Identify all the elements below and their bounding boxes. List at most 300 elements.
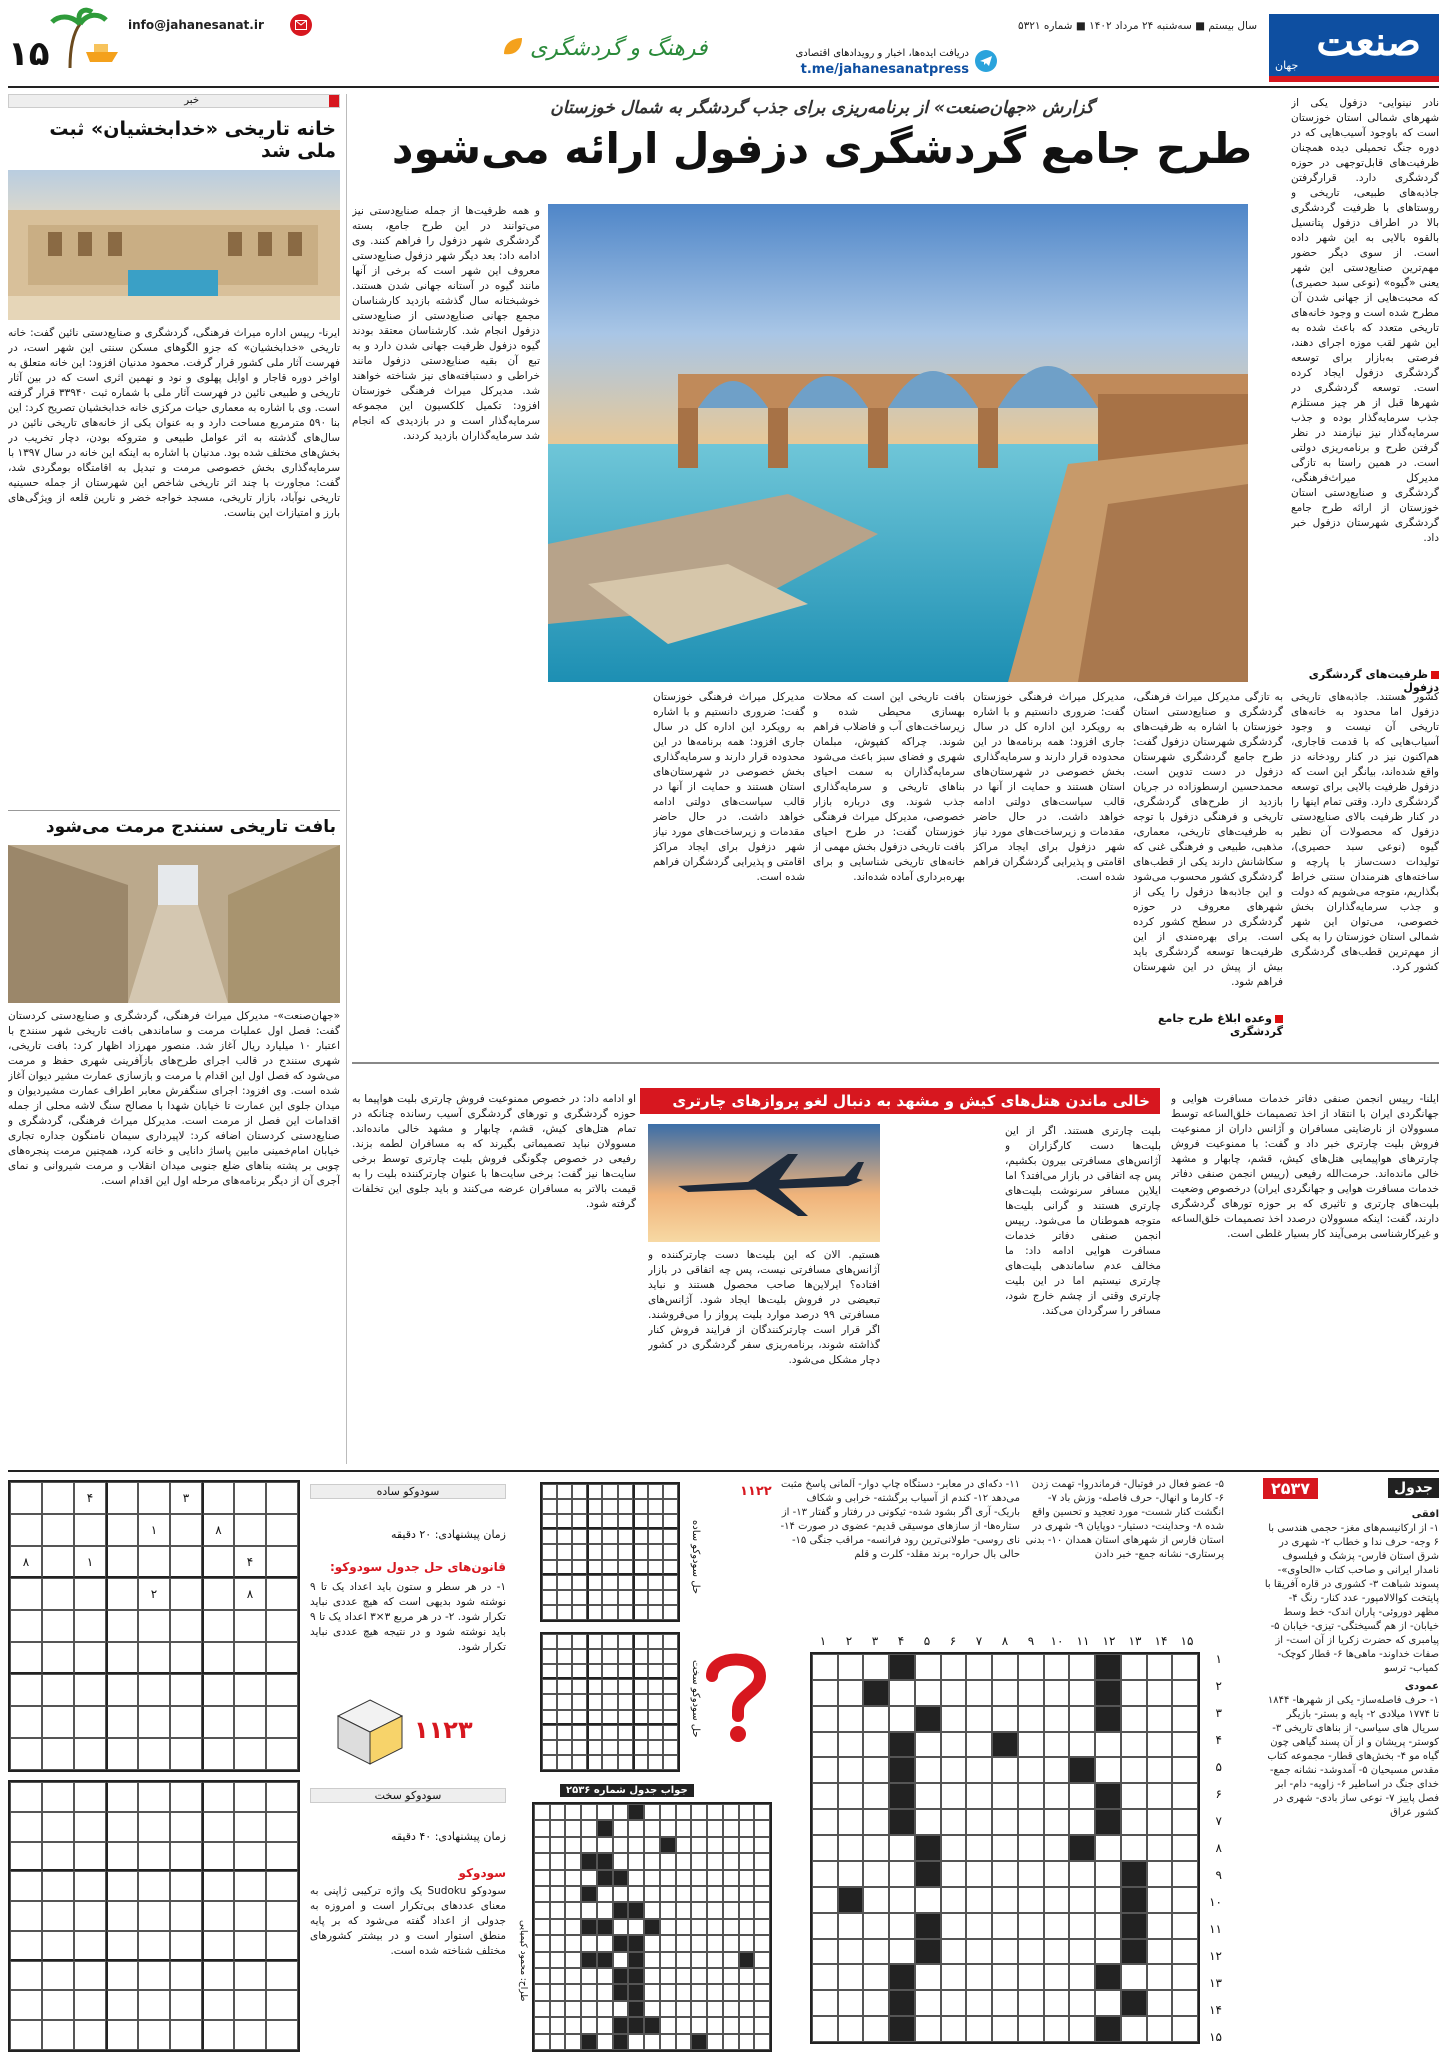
sudoku-cell[interactable] bbox=[42, 1578, 74, 1610]
crossword-cell[interactable] bbox=[1069, 1654, 1095, 1680]
sudoku-cell[interactable] bbox=[170, 1546, 202, 1578]
sudoku-cell[interactable] bbox=[234, 2020, 266, 2050]
crossword-cell[interactable] bbox=[915, 1783, 941, 1809]
sudoku-cell[interactable] bbox=[170, 1961, 202, 1991]
crossword-cell[interactable] bbox=[1018, 1887, 1044, 1913]
sudoku-cell[interactable] bbox=[42, 1812, 74, 1842]
sudoku-cell[interactable] bbox=[138, 1871, 170, 1901]
crossword-cell[interactable] bbox=[863, 1706, 889, 1732]
crossword-cell[interactable] bbox=[812, 1913, 838, 1939]
sudoku-cell[interactable] bbox=[74, 2020, 106, 2050]
sudoku-cell[interactable] bbox=[10, 1642, 42, 1674]
sudoku-cell[interactable] bbox=[42, 1782, 74, 1812]
crossword-cell[interactable] bbox=[1172, 1835, 1198, 1861]
crossword-cell[interactable] bbox=[812, 1939, 838, 1965]
crossword-cell[interactable] bbox=[941, 1654, 967, 1680]
sudoku-cell[interactable] bbox=[202, 1610, 234, 1642]
crossword-cell[interactable] bbox=[1044, 1809, 1070, 1835]
sudoku-cell[interactable] bbox=[202, 1901, 234, 1931]
crossword-cell[interactable] bbox=[941, 1939, 967, 1965]
sudoku-cell[interactable] bbox=[74, 1610, 106, 1642]
sudoku-cell[interactable] bbox=[234, 1812, 266, 1842]
crossword-cell[interactable] bbox=[1172, 1809, 1198, 1835]
sudoku-cell[interactable] bbox=[42, 1738, 74, 1770]
crossword-cell[interactable] bbox=[966, 1939, 992, 1965]
crossword-cell[interactable] bbox=[1018, 1783, 1044, 1809]
crossword-cell[interactable] bbox=[992, 1887, 1018, 1913]
crossword-cell[interactable] bbox=[1121, 2016, 1147, 2042]
crossword-cell[interactable] bbox=[1044, 1654, 1070, 1680]
sudoku-cell[interactable] bbox=[234, 1738, 266, 1770]
crossword-cell[interactable] bbox=[1121, 1654, 1147, 1680]
sudoku-cell[interactable] bbox=[266, 1738, 298, 1770]
crossword-cell[interactable] bbox=[838, 1964, 864, 1990]
sudoku-cell[interactable] bbox=[106, 1706, 138, 1738]
sudoku-cell[interactable] bbox=[10, 1961, 42, 1991]
crossword-cell[interactable] bbox=[966, 1887, 992, 1913]
easy-sudoku-grid[interactable] bbox=[8, 1480, 300, 1772]
crossword-cell[interactable] bbox=[1069, 1913, 1095, 1939]
crossword-cell[interactable] bbox=[992, 1706, 1018, 1732]
crossword-cell[interactable] bbox=[1069, 1680, 1095, 1706]
sudoku-cell[interactable] bbox=[170, 1931, 202, 1961]
crossword-cell[interactable] bbox=[1172, 1783, 1198, 1809]
sudoku-cell[interactable] bbox=[106, 1578, 138, 1610]
crossword-cell[interactable] bbox=[1172, 1654, 1198, 1680]
sudoku-cell[interactable] bbox=[234, 1674, 266, 1706]
sudoku-cell[interactable] bbox=[10, 1514, 42, 1546]
crossword-cell[interactable] bbox=[1095, 1861, 1121, 1887]
sudoku-cell[interactable] bbox=[266, 2020, 298, 2050]
sudoku-cell[interactable] bbox=[234, 1901, 266, 1931]
telegram-line-2[interactable]: t.me/jahanesanatpress bbox=[800, 62, 969, 77]
crossword-cell[interactable] bbox=[915, 1680, 941, 1706]
crossword-cell[interactable] bbox=[915, 1887, 941, 1913]
sudoku-cell[interactable] bbox=[106, 1738, 138, 1770]
crossword-grid[interactable] bbox=[810, 1652, 1200, 2044]
crossword-cell[interactable] bbox=[889, 1887, 915, 1913]
crossword-cell[interactable] bbox=[863, 1783, 889, 1809]
sudoku-cell[interactable] bbox=[106, 1871, 138, 1901]
crossword-cell[interactable] bbox=[1044, 1757, 1070, 1783]
crossword-cell[interactable] bbox=[1018, 1809, 1044, 1835]
sudoku-cell[interactable] bbox=[138, 2020, 170, 2050]
crossword-cell[interactable] bbox=[1018, 1861, 1044, 1887]
crossword-cell[interactable] bbox=[863, 1732, 889, 1758]
crossword-cell[interactable] bbox=[1121, 1809, 1147, 1835]
sudoku-cell[interactable] bbox=[266, 1812, 298, 1842]
crossword-cell[interactable] bbox=[1044, 1887, 1070, 1913]
sudoku-cell[interactable] bbox=[202, 1871, 234, 1901]
crossword-cell[interactable] bbox=[966, 1654, 992, 1680]
crossword-cell[interactable] bbox=[838, 1654, 864, 1680]
crossword-cell[interactable] bbox=[1147, 1990, 1173, 2016]
crossword-cell[interactable] bbox=[812, 1757, 838, 1783]
crossword-cell[interactable] bbox=[992, 1990, 1018, 2016]
sudoku-cell[interactable] bbox=[10, 1738, 42, 1770]
sudoku-cell[interactable] bbox=[74, 1674, 106, 1706]
sudoku-cell[interactable] bbox=[106, 1990, 138, 2020]
sudoku-cell[interactable] bbox=[266, 1842, 298, 1872]
crossword-cell[interactable] bbox=[1018, 1939, 1044, 1965]
crossword-cell[interactable] bbox=[1147, 1783, 1173, 1809]
crossword-cell[interactable] bbox=[915, 1654, 941, 1680]
sudoku-cell[interactable] bbox=[106, 1642, 138, 1674]
crossword-cell[interactable] bbox=[838, 1809, 864, 1835]
crossword-cell[interactable] bbox=[1044, 1680, 1070, 1706]
sudoku-cell[interactable] bbox=[202, 1738, 234, 1770]
crossword-cell[interactable] bbox=[1018, 1990, 1044, 2016]
sudoku-cell[interactable] bbox=[106, 1782, 138, 1812]
crossword-cell[interactable] bbox=[1044, 1990, 1070, 2016]
crossword-cell[interactable] bbox=[838, 1680, 864, 1706]
crossword-cell[interactable] bbox=[1121, 1680, 1147, 1706]
crossword-cell[interactable] bbox=[915, 1809, 941, 1835]
crossword-cell[interactable] bbox=[1095, 1732, 1121, 1758]
sudoku-cell[interactable] bbox=[10, 1931, 42, 1961]
sudoku-cell[interactable] bbox=[202, 1931, 234, 1961]
crossword-cell[interactable] bbox=[863, 1654, 889, 1680]
sudoku-cell[interactable] bbox=[234, 1871, 266, 1901]
hard-sudoku-grid[interactable] bbox=[8, 1780, 300, 2052]
sudoku-cell[interactable] bbox=[202, 2020, 234, 2050]
crossword-cell[interactable] bbox=[863, 1939, 889, 1965]
sudoku-cell[interactable] bbox=[138, 1642, 170, 1674]
crossword-cell[interactable] bbox=[992, 1939, 1018, 1965]
sudoku-cell[interactable] bbox=[42, 1642, 74, 1674]
crossword-cell[interactable] bbox=[889, 1680, 915, 1706]
crossword-cell[interactable] bbox=[1095, 1913, 1121, 1939]
sudoku-cell[interactable] bbox=[170, 1610, 202, 1642]
crossword-cell[interactable] bbox=[1044, 1939, 1070, 1965]
sudoku-cell[interactable] bbox=[74, 1706, 106, 1738]
crossword-cell[interactable] bbox=[1095, 1757, 1121, 1783]
crossword-cell[interactable] bbox=[838, 1990, 864, 2016]
crossword-cell[interactable] bbox=[1018, 1757, 1044, 1783]
sudoku-cell[interactable] bbox=[106, 1842, 138, 1872]
crossword-cell[interactable] bbox=[992, 1964, 1018, 1990]
sudoku-cell[interactable] bbox=[138, 1931, 170, 1961]
crossword-cell[interactable] bbox=[915, 2016, 941, 2042]
sudoku-cell[interactable] bbox=[266, 1642, 298, 1674]
crossword-cell[interactable] bbox=[838, 1913, 864, 1939]
sudoku-cell[interactable] bbox=[42, 1901, 74, 1931]
crossword-cell[interactable] bbox=[838, 1757, 864, 1783]
sudoku-cell[interactable] bbox=[74, 1738, 106, 1770]
sudoku-cell[interactable] bbox=[106, 1961, 138, 1991]
crossword-cell[interactable] bbox=[1147, 1809, 1173, 1835]
sudoku-cell[interactable] bbox=[74, 1514, 106, 1546]
sudoku-cell[interactable] bbox=[202, 1990, 234, 2020]
sudoku-cell[interactable] bbox=[10, 1578, 42, 1610]
crossword-cell[interactable] bbox=[838, 2016, 864, 2042]
crossword-cell[interactable] bbox=[941, 1835, 967, 1861]
sudoku-cell[interactable] bbox=[42, 1706, 74, 1738]
sudoku-cell[interactable] bbox=[266, 1674, 298, 1706]
sudoku-cell[interactable] bbox=[74, 1812, 106, 1842]
sudoku-cell[interactable] bbox=[266, 1610, 298, 1642]
crossword-cell[interactable] bbox=[1095, 1939, 1121, 1965]
crossword-cell[interactable] bbox=[941, 1809, 967, 1835]
crossword-cell[interactable] bbox=[1147, 1861, 1173, 1887]
sudoku-cell[interactable] bbox=[202, 1706, 234, 1738]
sudoku-cell[interactable] bbox=[42, 1931, 74, 1961]
sudoku-cell[interactable] bbox=[42, 1482, 74, 1514]
sudoku-cell[interactable] bbox=[138, 1482, 170, 1514]
crossword-cell[interactable] bbox=[838, 1835, 864, 1861]
sudoku-cell[interactable] bbox=[42, 1871, 74, 1901]
crossword-cell[interactable] bbox=[1069, 1809, 1095, 1835]
sudoku-cell[interactable] bbox=[138, 1812, 170, 1842]
crossword-cell[interactable] bbox=[889, 1913, 915, 1939]
crossword-cell[interactable] bbox=[941, 1706, 967, 1732]
crossword-cell[interactable] bbox=[1069, 1887, 1095, 1913]
crossword-cell[interactable] bbox=[812, 1964, 838, 1990]
crossword-cell[interactable] bbox=[1044, 1861, 1070, 1887]
sudoku-cell[interactable] bbox=[138, 1706, 170, 1738]
sudoku-cell[interactable] bbox=[138, 1990, 170, 2020]
crossword-cell[interactable] bbox=[966, 1706, 992, 1732]
crossword-cell[interactable] bbox=[1121, 1964, 1147, 1990]
crossword-cell[interactable] bbox=[1172, 1680, 1198, 1706]
sudoku-cell[interactable] bbox=[266, 1514, 298, 1546]
sudoku-cell[interactable] bbox=[266, 1782, 298, 1812]
crossword-cell[interactable] bbox=[1147, 1887, 1173, 1913]
sudoku-cell[interactable] bbox=[138, 1738, 170, 1770]
sudoku-cell[interactable] bbox=[234, 1482, 266, 1514]
sudoku-cell[interactable] bbox=[202, 1482, 234, 1514]
crossword-cell[interactable] bbox=[1018, 1654, 1044, 1680]
crossword-cell[interactable] bbox=[992, 2016, 1018, 2042]
crossword-cell[interactable] bbox=[1018, 1732, 1044, 1758]
crossword-cell[interactable] bbox=[863, 1757, 889, 1783]
sudoku-cell[interactable] bbox=[106, 1482, 138, 1514]
sudoku-cell[interactable] bbox=[138, 1610, 170, 1642]
sudoku-cell[interactable] bbox=[74, 1901, 106, 1931]
crossword-cell[interactable] bbox=[1172, 1990, 1198, 2016]
crossword-cell[interactable] bbox=[1147, 1964, 1173, 1990]
crossword-cell[interactable] bbox=[1018, 2016, 1044, 2042]
crossword-cell[interactable] bbox=[1121, 1757, 1147, 1783]
crossword-cell[interactable] bbox=[812, 1861, 838, 1887]
crossword-cell[interactable] bbox=[1095, 1887, 1121, 1913]
crossword-cell[interactable] bbox=[812, 1654, 838, 1680]
sudoku-cell[interactable] bbox=[10, 1990, 42, 2020]
crossword-cell[interactable] bbox=[1147, 1757, 1173, 1783]
telegram-block[interactable] bbox=[757, 46, 997, 82]
crossword-cell[interactable] bbox=[1147, 1913, 1173, 1939]
sudoku-cell[interactable] bbox=[42, 1514, 74, 1546]
sudoku-cell[interactable] bbox=[106, 1546, 138, 1578]
crossword-cell[interactable] bbox=[1044, 1835, 1070, 1861]
crossword-cell[interactable] bbox=[812, 1887, 838, 1913]
sudoku-cell[interactable] bbox=[170, 1578, 202, 1610]
crossword-cell[interactable] bbox=[1069, 1861, 1095, 1887]
crossword-cell[interactable] bbox=[941, 1783, 967, 1809]
crossword-cell[interactable] bbox=[941, 1964, 967, 1990]
sudoku-cell[interactable] bbox=[10, 1706, 42, 1738]
crossword-cell[interactable] bbox=[1121, 1706, 1147, 1732]
sudoku-cell[interactable] bbox=[202, 1782, 234, 1812]
crossword-cell[interactable] bbox=[812, 1706, 838, 1732]
sudoku-cell[interactable] bbox=[266, 1961, 298, 1991]
crossword-cell[interactable] bbox=[992, 1757, 1018, 1783]
sudoku-cell[interactable] bbox=[42, 1674, 74, 1706]
sudoku-cell[interactable] bbox=[234, 1642, 266, 1674]
sudoku-cell[interactable] bbox=[202, 1642, 234, 1674]
crossword-cell[interactable] bbox=[1095, 1990, 1121, 2016]
sudoku-cell[interactable] bbox=[10, 1842, 42, 1872]
sudoku-cell[interactable] bbox=[106, 1931, 138, 1961]
sudoku-cell[interactable] bbox=[138, 1842, 170, 1872]
sudoku-cell[interactable] bbox=[106, 1610, 138, 1642]
sudoku-cell[interactable] bbox=[106, 2020, 138, 2050]
sudoku-cell[interactable] bbox=[170, 1842, 202, 1872]
crossword-cell[interactable] bbox=[1069, 1990, 1095, 2016]
crossword-cell[interactable] bbox=[966, 1964, 992, 1990]
sudoku-cell[interactable] bbox=[202, 1812, 234, 1842]
crossword-cell[interactable] bbox=[1069, 1939, 1095, 1965]
sudoku-cell[interactable] bbox=[202, 1842, 234, 1872]
crossword-cell[interactable] bbox=[966, 1809, 992, 1835]
crossword-cell[interactable] bbox=[1044, 1732, 1070, 1758]
sudoku-cell[interactable] bbox=[234, 1842, 266, 1872]
sudoku-cell[interactable] bbox=[10, 1674, 42, 1706]
sudoku-cell[interactable] bbox=[266, 1931, 298, 1961]
crossword-cell[interactable] bbox=[838, 1732, 864, 1758]
crossword-cell[interactable] bbox=[992, 1809, 1018, 1835]
crossword-cell[interactable] bbox=[915, 1732, 941, 1758]
sudoku-cell[interactable] bbox=[138, 1546, 170, 1578]
crossword-cell[interactable] bbox=[941, 1732, 967, 1758]
crossword-cell[interactable] bbox=[1044, 1913, 1070, 1939]
sudoku-cell[interactable] bbox=[170, 1514, 202, 1546]
sudoku-cell[interactable] bbox=[202, 1546, 234, 1578]
crossword-cell[interactable] bbox=[1069, 1732, 1095, 1758]
crossword-cell[interactable] bbox=[915, 1964, 941, 1990]
crossword-cell[interactable] bbox=[1147, 2016, 1173, 2042]
crossword-cell[interactable] bbox=[812, 1990, 838, 2016]
sudoku-cell[interactable] bbox=[42, 1842, 74, 1872]
crossword-cell[interactable] bbox=[966, 1861, 992, 1887]
crossword-cell[interactable] bbox=[838, 1783, 864, 1809]
sudoku-cell[interactable] bbox=[138, 1782, 170, 1812]
crossword-cell[interactable] bbox=[941, 1680, 967, 1706]
crossword-cell[interactable] bbox=[1147, 1732, 1173, 1758]
crossword-cell[interactable] bbox=[1147, 1654, 1173, 1680]
crossword-cell[interactable] bbox=[1172, 2016, 1198, 2042]
sudoku-cell[interactable] bbox=[106, 1901, 138, 1931]
sudoku-cell[interactable] bbox=[10, 2020, 42, 2050]
sudoku-cell[interactable] bbox=[74, 1871, 106, 1901]
crossword-cell[interactable] bbox=[992, 1913, 1018, 1939]
crossword-cell[interactable] bbox=[812, 1835, 838, 1861]
crossword-cell[interactable] bbox=[1147, 1835, 1173, 1861]
crossword-cell[interactable] bbox=[1172, 1887, 1198, 1913]
sudoku-cell[interactable] bbox=[10, 1812, 42, 1842]
crossword-cell[interactable] bbox=[863, 1913, 889, 1939]
sudoku-cell[interactable] bbox=[138, 1901, 170, 1931]
sudoku-cell[interactable] bbox=[266, 1578, 298, 1610]
crossword-cell[interactable] bbox=[966, 1913, 992, 1939]
crossword-cell[interactable] bbox=[863, 1964, 889, 1990]
crossword-cell[interactable] bbox=[1121, 1835, 1147, 1861]
sudoku-cell[interactable] bbox=[170, 1706, 202, 1738]
sudoku-cell[interactable] bbox=[74, 1842, 106, 1872]
crossword-cell[interactable] bbox=[812, 1732, 838, 1758]
crossword-cell[interactable] bbox=[966, 2016, 992, 2042]
crossword-cell[interactable] bbox=[1172, 1964, 1198, 1990]
crossword-cell[interactable] bbox=[863, 1990, 889, 2016]
sudoku-cell[interactable] bbox=[74, 1782, 106, 1812]
crossword-cell[interactable] bbox=[966, 1783, 992, 1809]
sudoku-cell[interactable] bbox=[202, 1674, 234, 1706]
crossword-cell[interactable] bbox=[812, 1809, 838, 1835]
sudoku-cell[interactable] bbox=[234, 1706, 266, 1738]
sudoku-cell[interactable] bbox=[74, 1990, 106, 2020]
crossword-cell[interactable] bbox=[1172, 1939, 1198, 1965]
crossword-cell[interactable] bbox=[1018, 1835, 1044, 1861]
sudoku-cell[interactable] bbox=[202, 1961, 234, 1991]
sudoku-cell[interactable] bbox=[10, 1901, 42, 1931]
crossword-cell[interactable] bbox=[1069, 2016, 1095, 2042]
crossword-cell[interactable] bbox=[1147, 1706, 1173, 1732]
crossword-cell[interactable] bbox=[992, 1861, 1018, 1887]
sudoku-cell[interactable] bbox=[266, 1482, 298, 1514]
crossword-cell[interactable] bbox=[812, 2016, 838, 2042]
sudoku-cell[interactable] bbox=[106, 1674, 138, 1706]
crossword-cell[interactable] bbox=[941, 1990, 967, 2016]
sudoku-cell[interactable] bbox=[170, 1642, 202, 1674]
sudoku-cell[interactable] bbox=[170, 1871, 202, 1901]
crossword-cell[interactable] bbox=[1095, 1835, 1121, 1861]
sudoku-cell[interactable] bbox=[74, 1961, 106, 1991]
sudoku-cell[interactable] bbox=[74, 1578, 106, 1610]
crossword-cell[interactable] bbox=[1018, 1680, 1044, 1706]
crossword-cell[interactable] bbox=[1121, 1783, 1147, 1809]
crossword-cell[interactable] bbox=[1121, 1732, 1147, 1758]
crossword-cell[interactable] bbox=[838, 1939, 864, 1965]
crossword-cell[interactable] bbox=[992, 1783, 1018, 1809]
crossword-cell[interactable] bbox=[889, 1835, 915, 1861]
crossword-cell[interactable] bbox=[1018, 1964, 1044, 1990]
crossword-cell[interactable] bbox=[1018, 1706, 1044, 1732]
crossword-cell[interactable] bbox=[1172, 1757, 1198, 1783]
crossword-cell[interactable] bbox=[966, 1990, 992, 2016]
sudoku-cell[interactable] bbox=[74, 1931, 106, 1961]
sudoku-cell[interactable] bbox=[42, 2020, 74, 2050]
crossword-cell[interactable] bbox=[1018, 1913, 1044, 1939]
crossword-cell[interactable] bbox=[889, 1861, 915, 1887]
sudoku-cell[interactable] bbox=[170, 1990, 202, 2020]
sudoku-cell[interactable] bbox=[170, 1901, 202, 1931]
sudoku-cell[interactable] bbox=[234, 1514, 266, 1546]
crossword-cell[interactable] bbox=[1172, 1913, 1198, 1939]
crossword-cell[interactable] bbox=[863, 1809, 889, 1835]
sudoku-cell[interactable] bbox=[42, 1961, 74, 1991]
sudoku-cell[interactable] bbox=[42, 1610, 74, 1642]
crossword-cell[interactable] bbox=[1044, 1783, 1070, 1809]
sudoku-cell[interactable] bbox=[266, 1990, 298, 2020]
crossword-cell[interactable] bbox=[1172, 1861, 1198, 1887]
sudoku-cell[interactable] bbox=[106, 1812, 138, 1842]
crossword-cell[interactable] bbox=[1044, 1964, 1070, 1990]
crossword-cell[interactable] bbox=[838, 1706, 864, 1732]
crossword-cell[interactable] bbox=[1172, 1706, 1198, 1732]
crossword-cell[interactable] bbox=[1069, 1706, 1095, 1732]
sudoku-cell[interactable] bbox=[202, 1578, 234, 1610]
sudoku-cell[interactable] bbox=[10, 1782, 42, 1812]
